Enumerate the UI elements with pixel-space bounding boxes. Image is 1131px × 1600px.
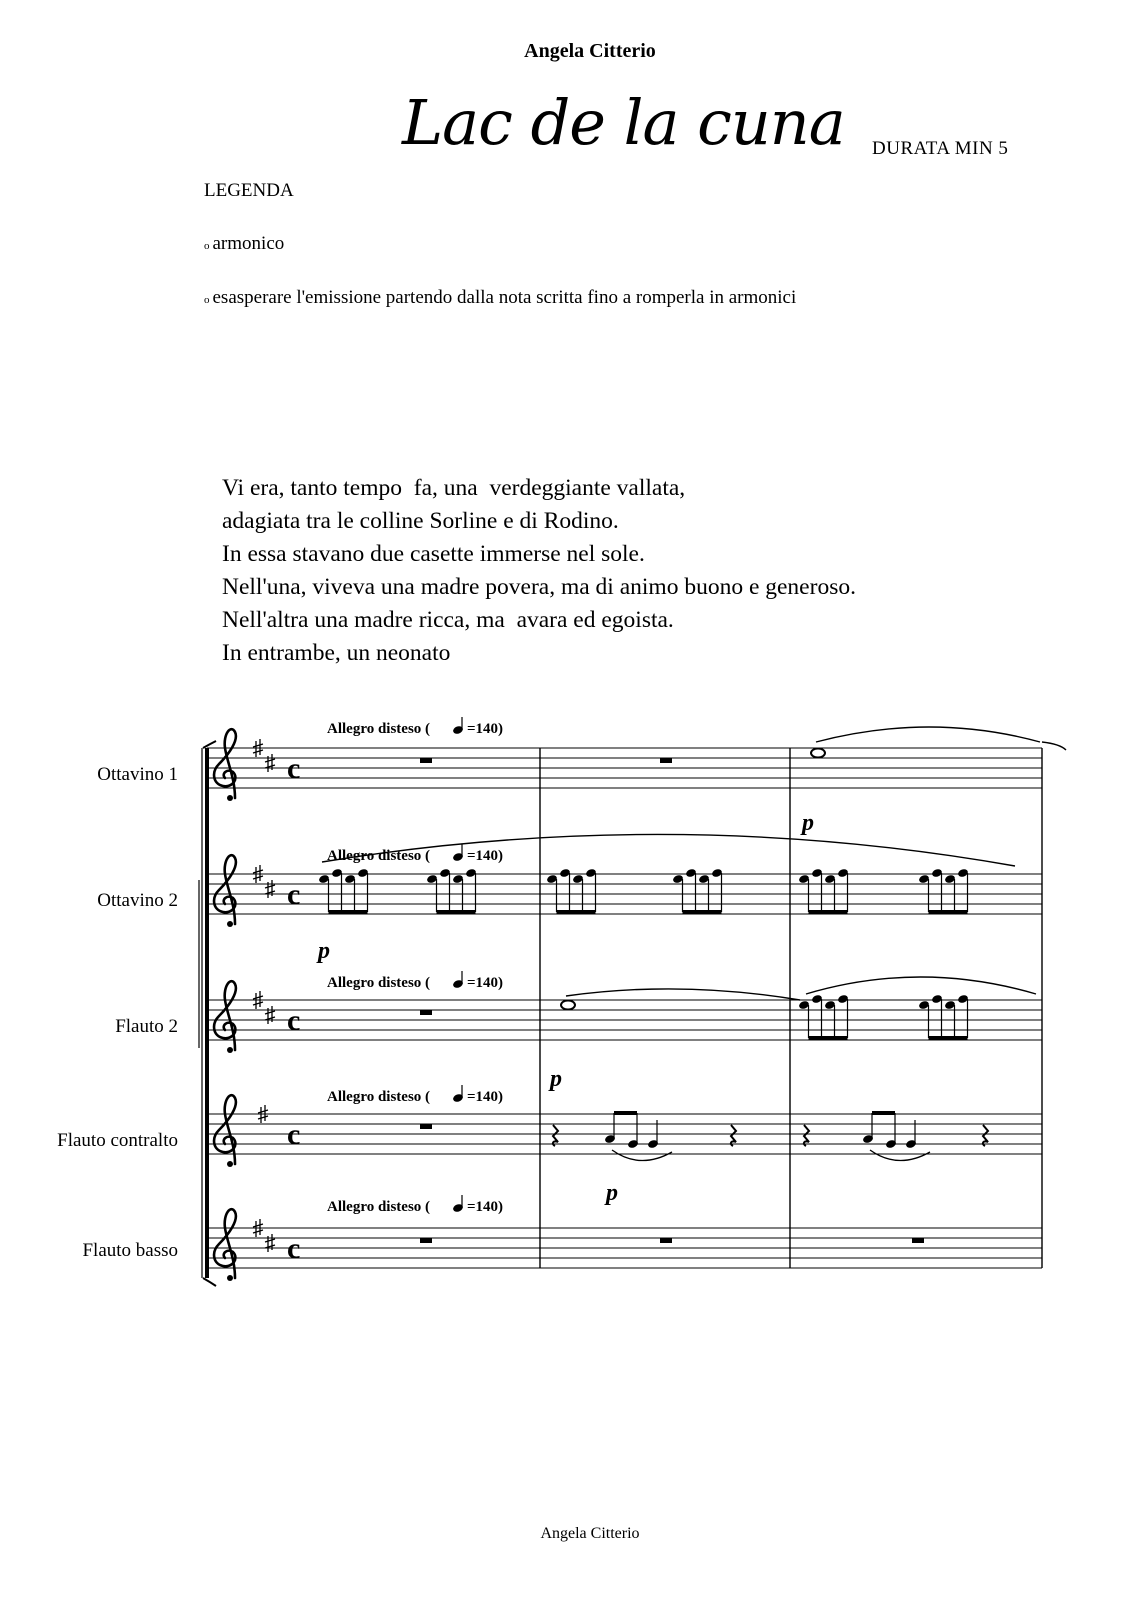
harmonic-circle-icon: o (204, 240, 210, 252)
duration-label: DURATA MIN 5 (872, 138, 1009, 159)
tempo-marking (327, 1195, 503, 1215)
instrument-name: Ottavino 2 (97, 890, 178, 911)
tempo-marking (327, 971, 503, 991)
piece-title: Lac de la cuna (402, 86, 845, 159)
time-signature: c (287, 752, 301, 785)
svg-text:Allegro disteso (: Allegro disteso ( (327, 848, 431, 864)
system-bracket (199, 741, 216, 1286)
tempo-marking (327, 844, 503, 864)
legend-heading: LEGENDA (204, 180, 294, 201)
tempo-marking (327, 1085, 503, 1105)
treble-clef-icon (214, 855, 236, 927)
footer-composer: Angela Citterio (540, 1525, 640, 1542)
dynamic-marking: p (606, 1180, 618, 1206)
svg-text:Allegro disteso (: Allegro disteso ( (327, 975, 431, 991)
harmonic-circle-icon: o (204, 294, 210, 306)
time-signature: c (287, 1118, 301, 1151)
time-signature: c (287, 1232, 301, 1265)
key-signature (253, 739, 275, 1252)
legend-item-text: armonico (212, 233, 285, 254)
svg-text:=140): =140) (467, 721, 504, 737)
story-line: In essa stavano due casette immerse nel sole. (222, 541, 645, 567)
staff-lines (207, 748, 1042, 1268)
instrument-name: Flauto 2 (115, 1016, 178, 1037)
treble-clef-icon (214, 981, 236, 1053)
composer-name: Angela Citterio (524, 40, 656, 62)
time-signature: c (287, 1004, 301, 1037)
story-line: Nell'altra una madre ricca, ma avara ed egoista. (222, 607, 674, 633)
eighth-note-groups (318, 868, 969, 1038)
svg-text:Allegro disteso (: Allegro disteso ( (327, 1199, 431, 1215)
slur (806, 977, 1036, 994)
story-line: In entrambe, un neonato (222, 640, 451, 666)
legend-item-text: esasperare l'emissione partendo dalla nota scritta fino a romperla in armonici (212, 287, 797, 308)
whole-note (561, 989, 800, 1010)
svg-text:=140): =140) (467, 975, 504, 991)
treble-clef-icon (214, 1209, 236, 1281)
svg-text:=140): =140) (467, 848, 504, 864)
svg-text:Allegro disteso (: Allegro disteso ( (327, 1089, 431, 1105)
treble-clef-icon (214, 729, 236, 801)
time-signature: c (287, 878, 301, 911)
dynamic-marking: p (318, 938, 330, 964)
svg-text:Allegro disteso (: Allegro disteso ( (327, 721, 431, 737)
dynamic-marking: p (802, 810, 814, 836)
instrument-name: Ottavino 1 (97, 764, 178, 785)
whole-note (811, 727, 1066, 758)
instrument-name: Flauto basso (82, 1240, 178, 1261)
story-line: Vi era, tanto tempo fa, una verdeggiante vallata, (222, 475, 686, 501)
story-line: Nell'una, viveva una madre povera, ma di animo buono e generoso. (222, 574, 856, 600)
treble-clef-icon (214, 1095, 236, 1167)
svg-text:=140): =140) (467, 1089, 504, 1105)
tempo-marking (327, 717, 503, 737)
instrument-name: Flauto contralto (57, 1130, 178, 1151)
dynamic-marking: p (550, 1066, 562, 1092)
svg-text:=140): =140) (467, 1199, 504, 1215)
contralto-figure (553, 1113, 988, 1161)
story-line: adagiata tra le colline Sorline e di Rodino. (222, 508, 619, 534)
